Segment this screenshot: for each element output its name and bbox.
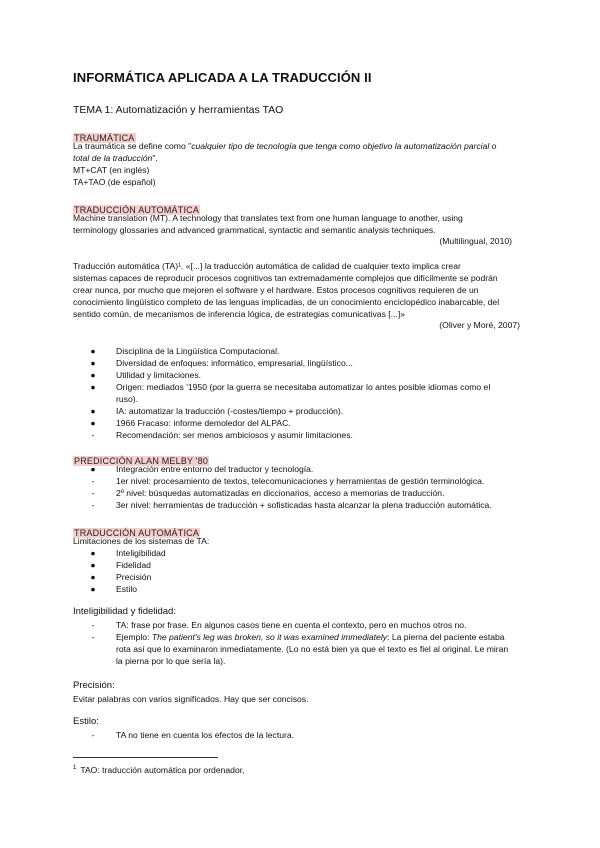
ta-quote-line-5: sentido común, de mecanismos de inferencia lógica, de estrategias comunicativas [...]» [73, 309, 405, 319]
ta1-line-2: terminology glossaries and advanced grammatical, syntactic and semantic analysis techniques. [73, 225, 436, 235]
section-heading-ta-2: TRADUCCIÓN AUTOMÁTICA [74, 528, 200, 538]
ta-quote-line-4: conocimiento lingüístico completo de las lenguas implicadas, de un conocimiento enciclopédico inabarcable, del [73, 297, 500, 307]
intel-item2-line-3: la pierna por lo que sería la). [116, 656, 226, 666]
ta1-citation: (Multilingual, 2010) [439, 236, 512, 246]
ta-quote-citation: (Oliver y Moré, 2007) [439, 320, 520, 330]
ta2-intro: Limitaciones de los sistemas de TA: [73, 536, 210, 546]
precision-heading: Precisión: [73, 680, 115, 691]
page-subtitle: TEMA 1: Automatización y herramientas TAO [73, 104, 284, 116]
ta-quote-line-3: crear nunca, por mucho que mejoren el software y el hardware. Estos procesos cognitivos requieren de un [73, 285, 479, 295]
estilo-heading: Estilo: [73, 716, 99, 727]
ta-quote-line-1: Traducción automática (TA)¹. «[...] la traducción automática de calidad de cualquier texto implica crear [73, 261, 461, 271]
ta-quote-line-2: sistemas capaces de reproducir procesos cognitivos tan extremadamente complejos que difícilmente se podrán [73, 273, 498, 283]
section-heading-prediccion: PREDICCIÓN ALAN MELBY '80 [74, 456, 209, 466]
footnote-divider [73, 757, 218, 758]
document-page: INFORMÁTICA APLICADA A LA TRADUCCIÓN II TEMA 1: Automatización y herramientas TAO TRAUMÁTICA La traumática se define como "cualquier tipo de tecnología que tenga como objetivo la automatización parcial o total de la traducción". MT+CAT (en inglés) TA+TAO (de español) TRADUCCIÓN AUTOMÁTICA Machine translation (MT). A technology that translates text from one human language to another, using terminology glossaries and advanced grammatical, syntactic and semantic analysis techniques. (Multilingual, 2010) Traducción automática (TA)¹. «[...] la traducción automática de calidad de cualquier texto implica crear sistemas capaces de reproducir procesos cognitivos tan extremadamente complejos que difícilmente se podrán crear nunca, por mucho que mejoren el software y el hardware. Estos procesos cognitivos requieren de un conocimiento lingüístico completo de las lenguas implicadas, de un conocimiento enciclopédico inabarcable, del sentido común, de mecanismos de inferencia lógica, de estrategias comunicativas [...]» (Oliver y Moré, 2007) ● Disciplina de la Lingüística Computacional. ● Diversidad de enfoques: informático, empresarial, lingüístico... ● Utilidad y limitaciones. ● Origen: mediados '1950 (por la guerra se necesitaba automatizar lo antes posible idiomas como el ruso). ● IA: automatizar la traducción (-costes/tiempo + producción). ● 1966 Fracaso: informe demoledor del ALPAC. - Recomendación: ser menos ambiciosos y asumir limitaciones. PREDICCIÓN ALAN MELBY '80 ● Integración entre entorno del traductor y tecnología. - 1er nivel: procesamiento de textos, telecomunicaciones y herramientas de gestión terminológica. - 2º nivel: búsquedas automatizadas en diccionarios, acceso a memorias de traducción. - 3er nivel: herramientas de traducción + sofisticadas hasta alcanzar la plena traducción automática. TRADUCCIÓN AUTOMÁTICA Limitaciones de los sistemas de TA: ● Inteligibilidad ● Fidelidad ● Precisión ● Estilo Inteligibilidad y fidelidad: - TA: frase por frase. En algunos casos tiene en cuenta el contexto, pero en muchos otros no. - Ejemplo: The patient's leg was broken, so it was examined immediately: La pierna del paciente estaba rota así que lo examinaron inmediatamente. (Lo no está bien ya que el texto es fiel al original. Le miran la pierna por lo que sería la). Precisión: Evitar palabras con varios significados. Hay que ser concisos. Estilo: - TA no tiene en cuenta los efectos de la lectura. $^1$ TAO: traducción automática por ordenador, [73, 70, 520, 775]
traumatica-line-1: La traumática se define como "cualquier tipo de tecnología que tenga como objetivo la automatización parcial o [73, 141, 497, 151]
traumatica-line-2: total de la traducción". [73, 153, 158, 163]
footnote: $^1$ TAO: traducción automática por ordenador, [73, 765, 245, 775]
page-title: INFORMÁTICA APLICADA A LA TRADUCCIÓN II [73, 70, 372, 85]
section-heading-traumatica: TRAUMÁTICA [74, 133, 135, 143]
section-heading-ta-1: TRADUCCIÓN AUTOMÁTICA [74, 205, 200, 215]
traumatica-line-3: MT+CAT (en inglés) [73, 165, 150, 175]
traumatica-line-4: TA+TAO (de español) [73, 177, 156, 187]
intel-item2-line-2: rota así que lo examinaron inmediatamente. (Lo no está bien ya que el texto es fiel al original. Le miran [116, 644, 509, 654]
precision-text: Evitar palabras con varios significados. Hay que ser concisos. [73, 694, 309, 704]
ta1-line-1: Machine translation (MT). A technology that translates text from one human language to another, using [73, 213, 463, 223]
intel-heading: Inteligibilidad y fidelidad: [73, 606, 176, 617]
